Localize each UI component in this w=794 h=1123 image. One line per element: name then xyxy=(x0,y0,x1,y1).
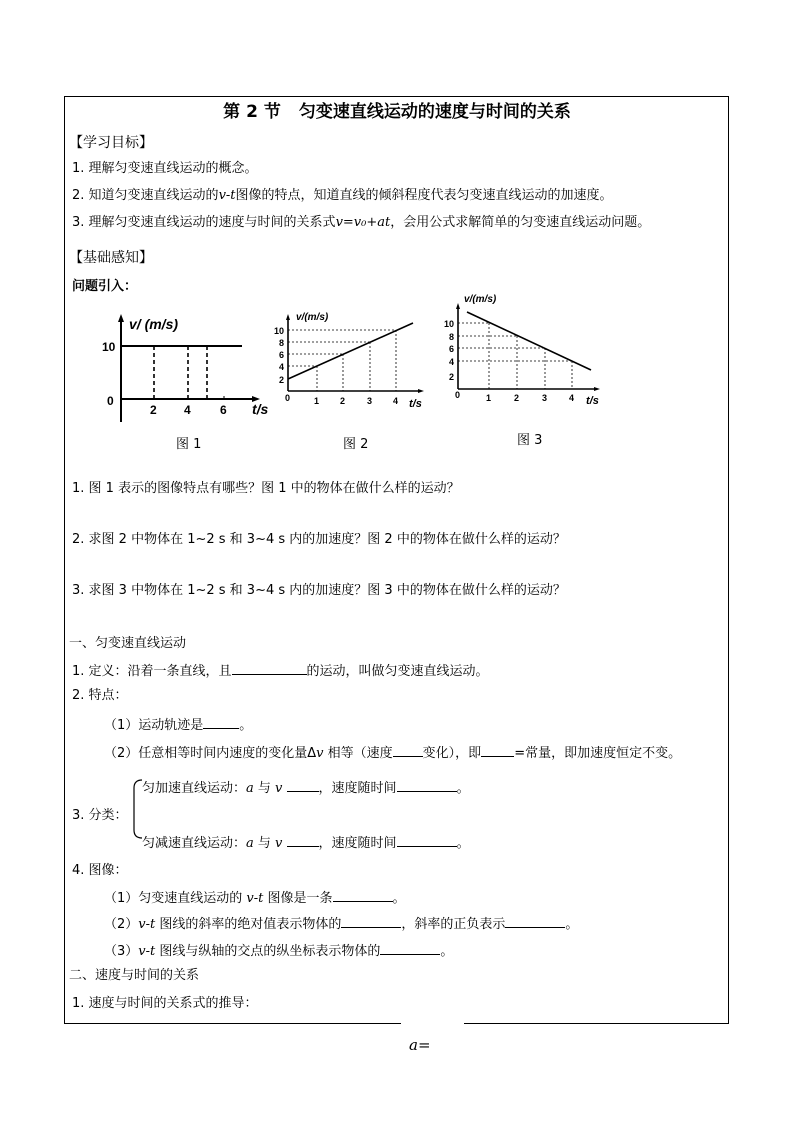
chart1-xlabel: t/s xyxy=(252,401,269,417)
chart1-xtick-6: 6 xyxy=(220,403,227,417)
decel-direction-blank[interactable] xyxy=(287,834,319,847)
figure-1-caption: 图 1 xyxy=(176,437,202,452)
chart2-xtick: 1 xyxy=(314,396,320,406)
chart3-ytick: 4 xyxy=(449,357,455,367)
chart1-xtick-4: 4 xyxy=(184,403,191,417)
chart3-xlabel: t/s xyxy=(586,395,599,407)
figure-1-chart xyxy=(0,0,794,470)
chart2-xtick: 0 xyxy=(285,393,291,403)
slope-magnitude-blank[interactable] xyxy=(341,915,401,928)
definition-line: 1. 定义：沿着一条直线，且 的运动，叫做匀变速直线运动。 xyxy=(72,664,489,679)
graph-item-1: （1）匀变速直线运动的 v-t 图像是一条 。 xyxy=(104,891,406,906)
features-label: 2. 特点： xyxy=(72,688,128,703)
acceleration-formula: a= xyxy=(409,1036,431,1054)
derivation-label: 1. 速度与时间的关系式的推导： xyxy=(72,996,258,1011)
trajectory-blank[interactable] xyxy=(203,716,239,729)
problem-intro-label: 问题引入： xyxy=(72,279,138,294)
chart2-xtick: 4 xyxy=(393,396,399,406)
slope-sign-blank[interactable] xyxy=(505,915,565,928)
chart2-xtick: 3 xyxy=(367,396,373,406)
chart2-ytick: 2 xyxy=(279,375,285,385)
chart3-xtick: 0 xyxy=(455,390,461,400)
chart3-xtick: 1 xyxy=(486,393,492,403)
objective-3: 3. 理解匀变速直线运动的速度与时间的关系式v=v₀+at，会用公式求解简单的匀变速直线运动问题。 xyxy=(72,215,651,230)
chart2-xtick: 2 xyxy=(340,396,346,406)
figure-3-caption: 图 3 xyxy=(517,433,543,448)
basics-header: 【基础感知】 xyxy=(69,250,153,266)
figure-2-caption: 图 2 xyxy=(343,437,369,452)
chart3-xtick: 3 xyxy=(542,393,548,403)
objectives-header: 【学习目标】 xyxy=(69,135,153,151)
frame-bottom-right-line xyxy=(464,1023,729,1024)
section-number: 第 2 节 xyxy=(223,102,281,122)
graph-item-2: （2）v-t 图线的斜率的绝对值表示物体的 ，斜率的正负表示 。 xyxy=(104,917,579,932)
graph-shape-blank[interactable] xyxy=(333,889,393,902)
chart3-xtick: 2 xyxy=(514,393,520,403)
frame-bottom-left-line xyxy=(64,1023,401,1024)
decel-trend-blank[interactable] xyxy=(397,834,457,847)
chart1-ytick-10: 10 xyxy=(102,340,116,354)
chart2-ytick: 6 xyxy=(279,350,285,360)
chart3-ytick: 8 xyxy=(449,332,455,342)
feature-1: （1）运动轨迹是 。 xyxy=(104,718,253,733)
chart1-ylabel: v/ (m/s) xyxy=(129,316,179,332)
question-2: 2. 求图 2 中物体在 1~2 s 和 3~4 s 内的加速度？图 2 中的物体在做什么样的运动？ xyxy=(72,532,566,547)
part2-header: 二、速度与时间的关系 xyxy=(69,968,200,983)
objective-2: 2. 知道匀变速直线运动的v-t图像的特点，知道直线的倾斜程度代表匀变速直线运动的加速度。 xyxy=(72,188,613,203)
constant-blank[interactable] xyxy=(481,744,514,757)
chart3-ytick: 10 xyxy=(444,319,455,329)
chart2-ylabel: v/(m/s) xyxy=(296,312,329,323)
graph-label: 4. 图像： xyxy=(72,863,128,878)
classification-label: 3. 分类： xyxy=(72,808,128,823)
chart2-xlabel: t/s xyxy=(409,398,422,410)
velocity-change-blank[interactable] xyxy=(393,744,423,757)
chart3-xtick: 4 xyxy=(569,393,575,403)
chart2-ytick: 8 xyxy=(279,338,285,348)
chart2-ytick: 10 xyxy=(274,326,285,336)
chart2-ytick: 4 xyxy=(279,362,285,372)
accel-direction-blank[interactable] xyxy=(287,779,319,792)
graph-item-3: （3）v-t 图线与纵轴的交点的纵坐标表示物体的 。 xyxy=(104,944,454,959)
accel-classification: 匀加速直线运动：a 与 v ，速度随时间 。 xyxy=(142,781,470,796)
definition-blank[interactable] xyxy=(232,662,307,675)
chart1-ytick-0: 0 xyxy=(107,394,114,408)
intercept-blank[interactable] xyxy=(380,942,440,955)
chart3-ytick: 2 xyxy=(449,372,455,382)
accel-trend-blank[interactable] xyxy=(397,779,457,792)
chart3-ytick: 6 xyxy=(449,344,455,354)
part1-header: 一、匀变速直线运动 xyxy=(69,636,187,651)
feature-2: （2）任意相等时间内速度的变化量Δv 相等（速度 变化），即 =常量，即加速度恒定不变。 xyxy=(104,746,682,761)
decel-classification: 匀减速直线运动：a 与 v ，速度随时间 。 xyxy=(142,836,470,851)
chart3-ylabel: v/(m/s) xyxy=(464,294,497,305)
question-3: 3. 求图 3 中物体在 1~2 s 和 3~4 s 内的加速度？图 3 中的物体在做什么样的运动？ xyxy=(72,583,566,598)
objective-1: 1. 理解匀变速直线运动的概念。 xyxy=(72,161,258,176)
chart1-xtick-2: 2 xyxy=(150,403,157,417)
question-1: 1. 图 1 表示的图像特点有哪些？图 1 中的物体在做什么样的运动？ xyxy=(72,481,460,496)
section-title: 匀变速直线运动的速度与时间的关系 xyxy=(298,102,571,122)
